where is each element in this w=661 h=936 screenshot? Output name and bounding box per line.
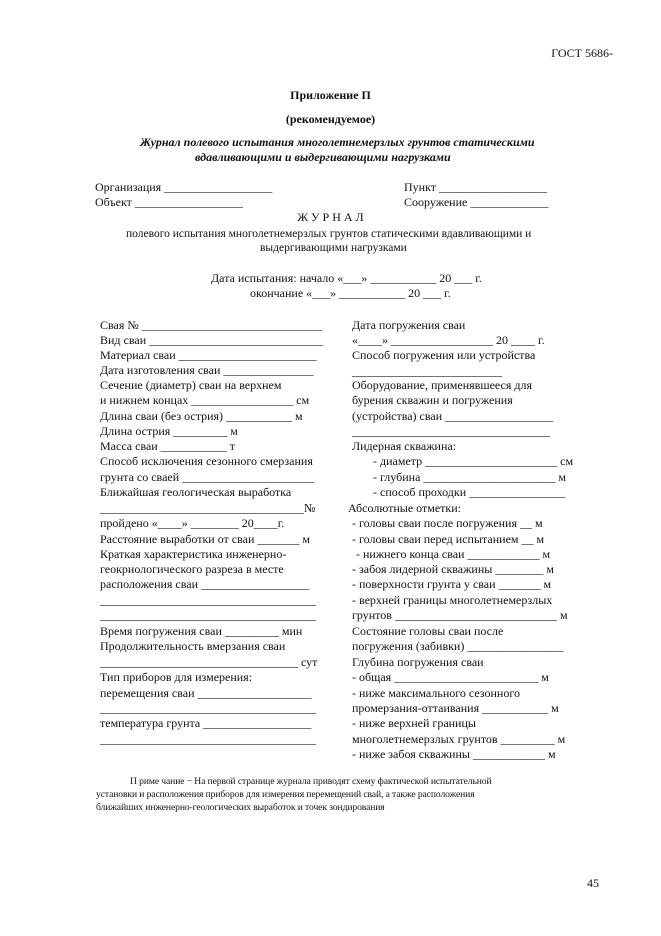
right-column-line: грунтов ___________________________ м bbox=[352, 608, 568, 622]
left-column-line: ____________________________________ bbox=[100, 593, 316, 607]
standard-number: ГОСТ 5686- bbox=[551, 46, 613, 60]
left-column-line: Материал сваи _______________________ bbox=[100, 348, 317, 362]
organization-field: Организация __________________ bbox=[95, 180, 273, 194]
right-column-line: Оборудование, применявшееся для bbox=[352, 378, 532, 392]
right-column-line: _________________________________ bbox=[352, 424, 550, 438]
right-column-line: Абсолютные отметки: bbox=[348, 501, 462, 515]
right-column-line: многолетнемерзлых грунтов _________ м bbox=[352, 732, 566, 746]
right-column-line: Лидерная скважина: bbox=[352, 439, 457, 453]
test-date-end: окончание «___» ___________ 20 ___ г. bbox=[250, 286, 451, 300]
right-column-line: - общая ________________________ м bbox=[352, 670, 549, 684]
left-column-line: Масса сваи ___________ т bbox=[100, 439, 235, 453]
right-column-line: _________________________ bbox=[352, 364, 502, 378]
point-field: Пункт __________________ bbox=[404, 180, 548, 194]
left-column-line: грунта со сваей ______________________ bbox=[100, 470, 315, 484]
left-column-line: и нижнем концах _________________ см bbox=[100, 393, 310, 407]
left-column-line: ____________________________________ bbox=[100, 732, 316, 746]
right-column-line: Дата погружения сваи bbox=[352, 318, 466, 332]
right-column-line: - глубина ______________________ м bbox=[373, 470, 567, 484]
right-column-line: - головы сваи после погружения __ м bbox=[352, 516, 543, 530]
left-column-line: Способ исключения сезонного смерзания bbox=[100, 454, 313, 468]
appendix-title: Приложение П bbox=[290, 88, 371, 102]
left-column-line: расположения сваи __________________ bbox=[100, 577, 310, 591]
left-column-line: температура грунта __________________ bbox=[100, 716, 312, 730]
left-column-line: Длина сваи (без острия) ___________ м bbox=[100, 409, 303, 423]
right-column-line: - забоя лидерной скважины ________ м bbox=[352, 562, 554, 576]
right-column-line: Способ погружения или устройства bbox=[352, 348, 536, 362]
left-column-line: _________________________________ сут bbox=[100, 655, 318, 669]
left-column-line: пройдено «____» ________ 20____г. bbox=[100, 516, 285, 530]
journal-subtitle-line2: выдергивающими нагрузками bbox=[260, 242, 407, 254]
left-column-line: Краткая характеристика инженерно- bbox=[100, 547, 287, 561]
journal-title: Ж У Р Н А Л bbox=[297, 210, 364, 224]
right-column-line: - поверхности грунта у сваи _______ м bbox=[352, 577, 552, 591]
test-date-start: Дата испытания: начало «___» ___________ 20 ___ г. bbox=[211, 271, 482, 285]
right-column-line: Состояние головы сваи после bbox=[352, 624, 504, 638]
right-column-line: (устройства) сваи __________________ bbox=[352, 409, 554, 423]
object-field: Объект __________________ bbox=[95, 195, 243, 209]
right-column-line: «____» _________________ 20 ____ г. bbox=[352, 333, 545, 347]
left-column-line: перемещения сваи ___________________ bbox=[100, 686, 312, 700]
right-column-line: - ниже забоя скважины ____________ м bbox=[352, 747, 556, 761]
left-column-line: ____________________________________ bbox=[100, 608, 316, 622]
left-column-line: Сечение (диаметр) сваи на верхнем bbox=[100, 378, 282, 392]
right-column-line: - диаметр ______________________ см bbox=[373, 454, 574, 468]
left-column-line: Свая № ______________________________ bbox=[100, 318, 322, 332]
left-column-line: Тип приборов для измерения: bbox=[100, 670, 253, 684]
right-column-line: бурения скважин и погружения bbox=[352, 393, 513, 407]
appendix-caption-line1: Журнал полевого испытания многолетнемерзлых грунтов статическими bbox=[140, 135, 535, 149]
right-column-line: Глубина погружения сваи bbox=[352, 655, 484, 669]
appendix-caption-line2: вдавливающими и выдергивающими нагрузками bbox=[195, 150, 451, 164]
left-column-line: Длина острия _________ м bbox=[100, 424, 238, 438]
right-column-line: - нижнего конца сваи ____________ м bbox=[356, 547, 551, 561]
left-column-line: геокриологического разреза в месте bbox=[100, 562, 284, 576]
left-column-line: Ближайшая геологическая выработка bbox=[100, 485, 292, 499]
note-line2: установки и расположения приборов для измерения перемещений свай, а также расположения bbox=[96, 789, 475, 800]
left-column-line: Время погружения сваи _________ мин bbox=[100, 624, 303, 638]
journal-subtitle-line1: полевого испытания многолетнемерзлых грунтов статическими вдавливающими и bbox=[126, 228, 532, 240]
left-column-line: __________________________________№ bbox=[100, 501, 316, 515]
right-column-line: погружения (забивки) ________________ bbox=[352, 639, 564, 653]
right-column-line: промерзания-оттаивания ___________ м bbox=[352, 701, 559, 715]
appendix-status: (рекомендуемое) bbox=[285, 112, 376, 126]
right-column-line: - ниже максимального сезонного bbox=[352, 686, 520, 700]
left-column-line: Вид сваи _____________________________ bbox=[100, 333, 324, 347]
right-column-line: - способ проходки ________________ bbox=[373, 485, 566, 499]
page-number: 45 bbox=[587, 876, 599, 890]
note-line1: П риме чание − На первой странице журнала приводят схему фактической испытательной bbox=[130, 776, 492, 787]
note-line3: ближайших инженерно-геологических выработок и точек зондирования bbox=[96, 802, 385, 813]
left-column-line: ____________________________________ bbox=[100, 701, 316, 715]
right-column-line: - ниже верхней границы bbox=[352, 716, 476, 730]
right-column-line: - верхней границы многолетнемерзлых bbox=[352, 593, 553, 607]
left-column-line: Расстояние выработки от сваи _______ м bbox=[100, 532, 310, 546]
right-column-line: - головы сваи перед испытанием __ м bbox=[352, 532, 545, 546]
left-column-line: Дата изготовления сваи _______________ bbox=[100, 363, 314, 377]
structure-field: Сооружение _____________ bbox=[404, 195, 549, 209]
left-column-line: Продолжительность вмерзания сваи bbox=[100, 639, 286, 653]
